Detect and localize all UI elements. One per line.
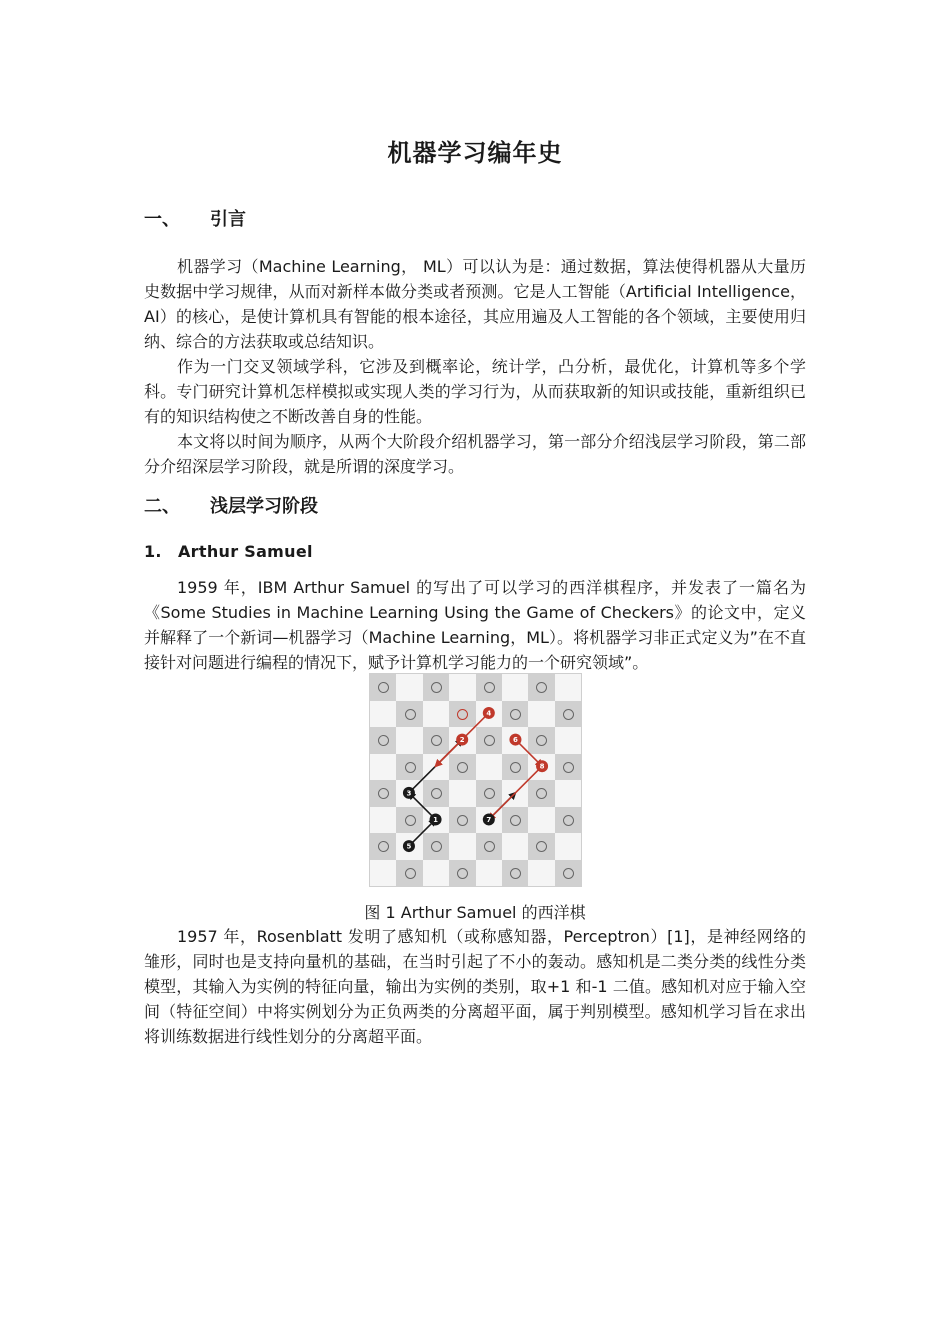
checkers-moves-overlay [369,673,582,887]
section-heading-shallow [144,492,318,518]
subsection-heading-samuel [144,542,313,561]
move-arrow [489,766,542,819]
move-badge [456,734,468,746]
figure-caption: 图 1 Arthur Samuel 的西洋棋 [364,903,586,922]
move-badge [430,813,442,825]
section-heading-intro [144,205,246,231]
move-number: 6 [513,736,518,745]
section-number: 二、 [144,496,180,517]
subsection-title: Arthur Samuel [178,542,313,561]
move-badge [483,707,495,719]
move-number: 7 [486,815,492,824]
move-number: 5 [406,842,412,851]
move-number: 3 [406,789,412,798]
move-badge [403,787,415,799]
document-title: 机器学习编年史 [387,139,563,167]
intro-paragraph-3: 本文将以时间为顺序，从两个大阶段介绍机器学习，第一部分介绍浅层学习阶段，第二部分介绍深层学习阶段，就是所谓的深度学习。 [144,432,806,476]
move-badge [403,840,415,852]
intro-paragraph-1: 机器学习（Machine Learning， ML）可以认为是：通过数据，算法使得机器从大量历史数据中学习规律，从而对新样本做分类或者预测。它是人工智能（Artificial Intelligence， AI）的核心，是使计算机具有智能的根本途径，其应用遍及人工智能的各个领域，主要使用归纳、综合的方法获取或总结知识。 [144,257,806,351]
section-title: 浅层学习阶段 [210,496,318,517]
move-badge [483,813,495,825]
samuel-paragraph: 1959 年，IBM Arthur Samuel 的写出了可以学习的西洋棋程序，并发表了一篇名为《Some Studies in Machine Learning Using the Game of Checkers》的论文中，定义并解释了一个新词—机器学习（Machine Learning，ML）。将机器学习非正式定义为”在不直接针对问题进行编程的情况下，赋予计算机学习能力的一个研究领域”。 [144,578,806,672]
move-number: 8 [539,762,545,771]
subsection-number: 1. [144,542,162,561]
section-title: 引言 [210,209,246,230]
move-number: 1 [433,815,438,824]
section-number: 一、 [144,209,180,230]
move-number: 4 [486,709,492,718]
move-badge [509,734,521,746]
move-number: 2 [459,736,465,745]
perceptron-paragraph: 1957 年，Rosenblatt 发明了感知机（或称感知器，Perceptron）[1]，是神经网络的雏形，同时也是支持向量机的基础，在当时引起了不小的轰动。感知机是二类分类的线性分类模型，其输入为实例的特征向量，输出为实例的类别，取+1 和-1 二值。感知机对应于输入空间（特征空间）中将实例划分为正负两类的分离超平面，属于判别模型。感知机学习旨在求出将训练数据进行线性划分的分离超平面。 [144,927,806,1046]
move-badge [536,760,548,772]
intro-paragraph-2: 作为一门交叉领域学科，它涉及到概率论，统计学，凸分析，最优化，计算机等多个学科。专门研究计算机怎样模拟或实现人类的学习行为，从而获取新的知识或技能，重新组织已有的知识结构使之不断改善自身的性能。 [144,357,806,426]
